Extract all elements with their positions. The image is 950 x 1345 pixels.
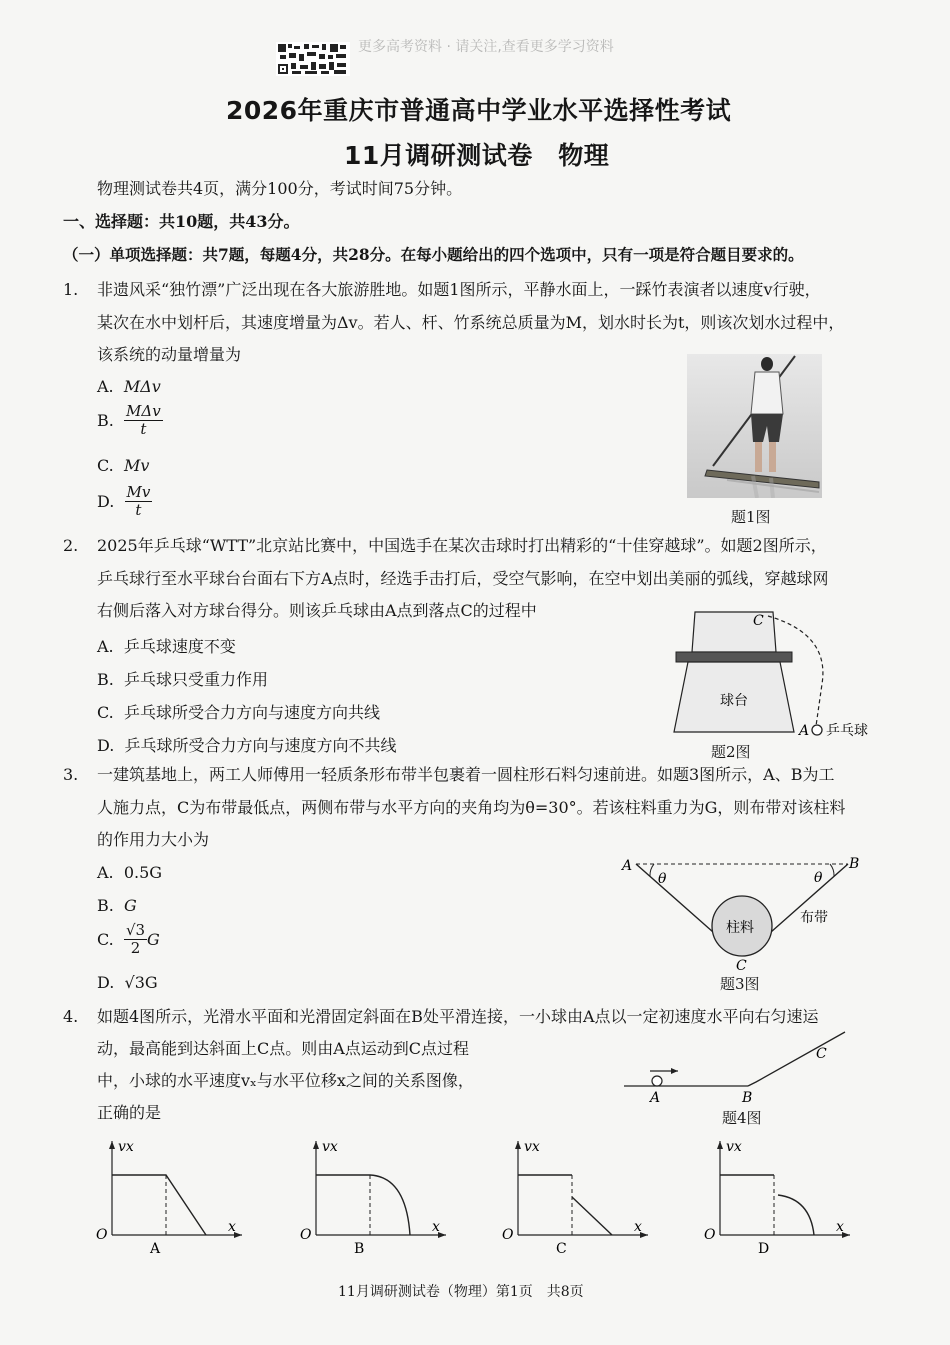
figure-2-table-diagram <box>670 604 885 744</box>
q2-option-b: B. 乒乓球只受重力作用 <box>97 670 269 689</box>
exam-subtitle: 11月调研测试卷 物理 <box>344 141 610 170</box>
section-subheading: （一）单项选择题：共7题，每题4分，共28分。在每小题给出的四个选项中，只有一项是符合题目要求的。 <box>63 245 804 264</box>
graph-a-x-axis: x <box>228 1219 236 1235</box>
graph-option-d <box>702 1135 862 1260</box>
exam-title: 2026年重庆市普通高中学业水平选择性考试 <box>226 96 732 125</box>
q1-option-d: D. $\frac{Mv}{t}$ <box>97 483 151 519</box>
question-2-line: 2025年乒乓球“WTT”北京站比赛中，中国选手在某次击球时打出精彩的“十佳穿越球”。如题2图所示， <box>97 536 827 555</box>
question-2-number: 2. <box>63 536 79 555</box>
question-4-line: 中，小球的水平速度vₓ与水平位移x之间的关系图像， <box>97 1071 474 1090</box>
question-1-number: 1. <box>63 280 79 299</box>
graph-option-b <box>298 1135 458 1260</box>
q2-option-a: A. 乒乓球速度不变 <box>97 637 236 656</box>
q3-option-d: D. √3G <box>97 973 158 992</box>
figure-3-point-b: B <box>849 856 860 872</box>
figure-2-caption: 题2图 <box>711 743 751 761</box>
graph-option-c <box>500 1135 660 1260</box>
graph-d-y-axis: vx <box>726 1139 742 1155</box>
graph-d-x-axis: x <box>836 1219 844 1235</box>
question-4-line: 动，最高能到达斜面上C点。则由A点运动到C点过程 <box>97 1039 470 1058</box>
header-watermark: 更多高考资料 · 请关注,查看更多学习资料 <box>358 39 614 55</box>
q1-option-b: B. $\frac{\text{MΔv}}{t}$ <box>97 402 161 438</box>
question-2-line: 乒乓球行至水平球台台面右下方A点时，经选手击打后，受空气影响，在空中划出美丽的弧线，穿越球网 <box>97 569 829 588</box>
graph-b-label: B <box>354 1241 365 1257</box>
q3-option-c: C. $\frac{√3}{2}$ G <box>97 921 160 957</box>
q1-option-c: C. Mv <box>97 456 150 475</box>
figure-2-ball-label: 乒乓球 <box>826 723 868 739</box>
question-3-line: 人施力点，C为布带最低点，两侧布带与水平方向的夹角均为θ=30°。若该柱料重力为G，则布带对该柱料 <box>97 798 846 817</box>
graph-a-label: A <box>150 1241 161 1257</box>
question-4-number: 4. <box>63 1007 79 1026</box>
question-3-line: 一建筑基地上，两工人师傅用一轻质条形布带半包裹着一圆柱形石料匀速前进。如题3图所示，A、B为工 <box>97 765 835 784</box>
figure-3-point-c: C <box>736 958 747 972</box>
figure-2-point-c: C <box>753 613 764 629</box>
page-footer: 11月调研测试卷（物理）第1页 共8页 <box>338 1284 584 1300</box>
graph-d-origin: O <box>704 1227 716 1243</box>
question-3-number: 3. <box>63 765 79 784</box>
figure-2-table-label: 球台 <box>720 693 748 709</box>
figure-1-bamboo-rafter-image <box>687 354 822 498</box>
question-1-line: 该系统的动量增量为 <box>97 345 242 364</box>
q1-option-a: A. MΔv <box>97 377 161 396</box>
figure-4-point-c: C <box>816 1046 827 1062</box>
question-1-line: 非遗风采“独竹漂”广泛出现在各大旅游胜地。如题1图所示，平静水面上，一踩竹表演者以速度v行驶， <box>97 280 821 299</box>
figure-4-point-b: B <box>742 1090 753 1106</box>
figure-3-point-a: A <box>622 858 633 874</box>
graph-a-origin: O <box>96 1227 108 1243</box>
graph-b-origin: O <box>300 1227 312 1243</box>
figure-3-belt-label: 布带 <box>800 910 828 926</box>
figure-2-point-a: A <box>799 723 810 739</box>
graph-c-origin: O <box>502 1227 514 1243</box>
figure-3-stone-label: 柱料 <box>726 920 754 936</box>
figure-4-point-a: A <box>650 1090 661 1106</box>
graph-a-y-axis: vx <box>118 1139 134 1155</box>
q3-option-a: A. 0.5G <box>97 863 163 882</box>
question-3-line: 的作用力大小为 <box>97 830 210 849</box>
question-1-line: 某次在水中划杆后，其速度增量为Δv。若人、杆、竹系统总质量为M，划水时长为t，则该次划水过程中， <box>97 313 845 332</box>
question-2-line: 右侧后落入对方球台得分。则该乒乓球由A点到落点C的过程中 <box>97 601 537 620</box>
section-heading: 一、选择题：共10题，共43分。 <box>63 212 300 231</box>
graph-b-x-axis: x <box>432 1219 440 1235</box>
question-4-line: 正确的是 <box>97 1103 162 1122</box>
figure-4-caption: 题4图 <box>722 1109 762 1127</box>
graph-b-y-axis: vx <box>322 1139 338 1155</box>
figure-1-caption: 题1图 <box>731 508 771 526</box>
graph-c-y-axis: vx <box>524 1139 540 1155</box>
q2-option-d: D. 乒乓球所受合力方向与速度方向不共线 <box>97 736 397 755</box>
figure-3-angle-left: θ <box>658 871 667 887</box>
figure-4-ramp-diagram <box>620 1028 850 1108</box>
graph-c-label: C <box>556 1241 567 1257</box>
figure-3-belt-diagram <box>618 852 868 972</box>
figure-3-angle-right: θ <box>814 870 823 886</box>
qr-code-icon <box>276 42 350 76</box>
graph-d-label: D <box>758 1241 770 1257</box>
graph-c-x-axis: x <box>634 1219 642 1235</box>
q3-option-b: B. G <box>97 896 137 915</box>
question-4-line: 如题4图所示，光滑水平面和光滑固定斜面在B处平滑连接，一小球由A点以一定初速度水平向右匀速运 <box>97 1007 819 1026</box>
exam-intro: 物理测试卷共4页，满分100分，考试时间75分钟。 <box>97 179 463 198</box>
figure-3-caption: 题3图 <box>720 975 760 993</box>
q2-option-c: C. 乒乓球所受合力方向与速度方向共线 <box>97 703 380 722</box>
graph-option-a <box>94 1135 254 1260</box>
